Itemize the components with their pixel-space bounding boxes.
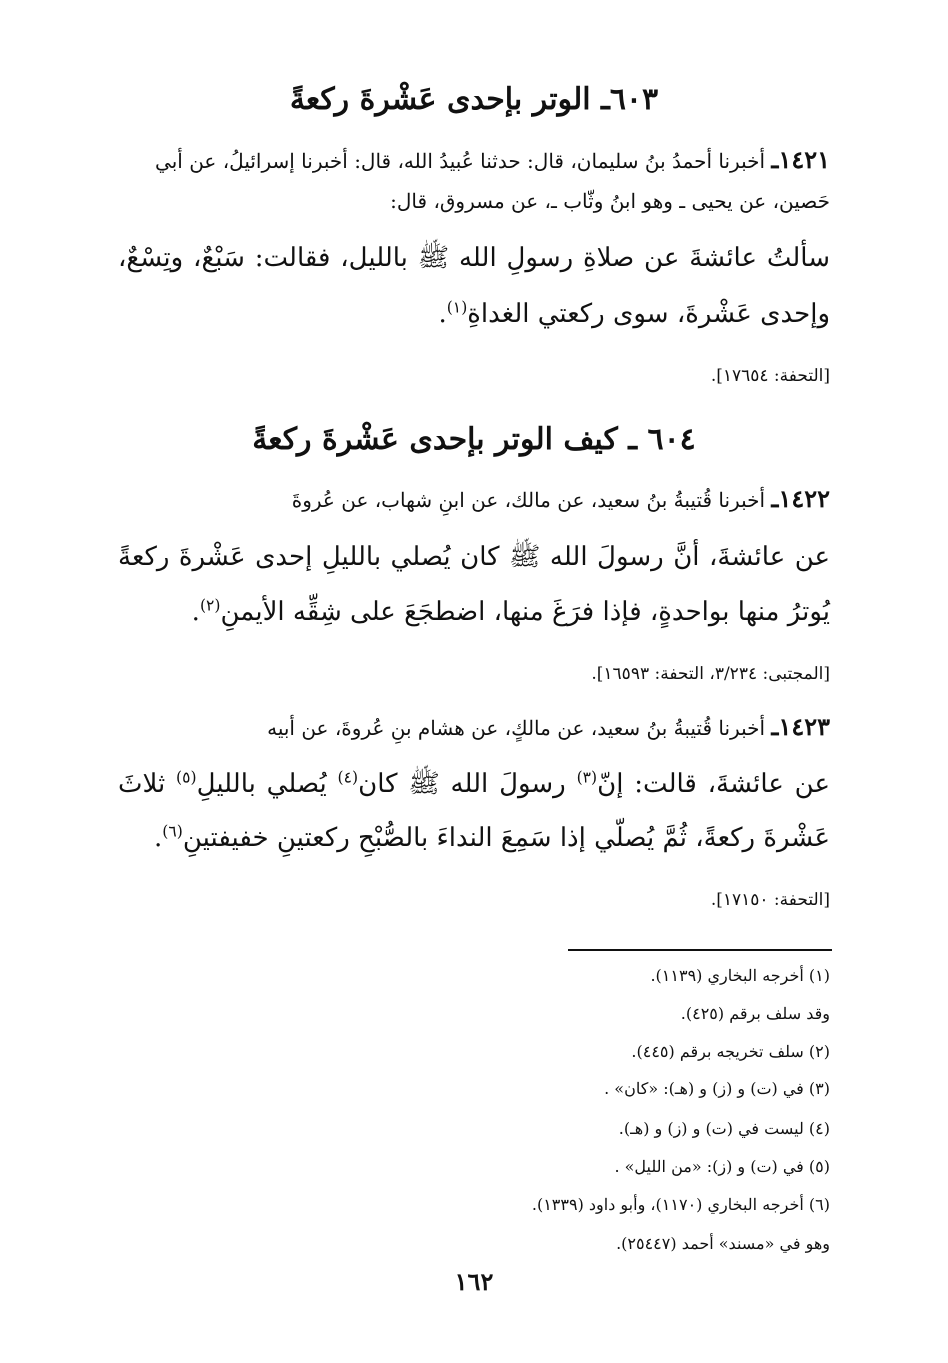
footnote-mark-3: (٣) (576, 768, 598, 787)
hadith-1423-number: ١٤٢٣ـ (771, 712, 830, 741)
hadith-1423-matn-part-d: ثلاثَ (118, 769, 177, 799)
footnote-6-continued: وهو في «مسند» أحمد (٢٥٤٤٧). (616, 1234, 830, 1253)
hadith-1421-reference: [التحفة: ١٧٦٥٤]. (710, 366, 830, 386)
page-number: ١٦٢ (454, 1267, 494, 1296)
footnote-3: (٣) في (ت) و (ز) و (هـ): «كان» . (604, 1079, 830, 1098)
hadith-1422-isnad-line1 (120, 484, 830, 515)
hadith-1423-matn-part-c: يُصلي بالليلِ (196, 769, 338, 799)
footnote-4: (٤) ليست في (ت) و (ز) و (هـ). (618, 1119, 830, 1138)
hadith-1423-matn-part-a: عن عائشةَ، قالت: إنّ (597, 769, 830, 799)
hadith-1421-isnad-line2: حَصين، عن يحيى ـ وهو ابنُ وثّاب ـ، عن مسروق، قال: (390, 189, 830, 213)
footnote-1: (١) أخرجه البخاري (١١٣٩). (650, 966, 830, 985)
hadith-1422-isnad-text1: أخبرنا قُتيبةُ بنُ سعيد، عن مالك، عن ابنِ شهاب، عن عُروةَ (291, 488, 766, 512)
hadith-1422-number: ١٤٢٢ـ (771, 484, 830, 513)
hadith-1421-number: ١٤٢١ـ (771, 145, 830, 174)
hadith-1423-matn-text2: عَشْرةَ ركعةً، ثُمَّ يُصلّي إذا سَمِعَ النداءَ بالصُّبْحِ ركعتينِ خفيفتينِ (182, 823, 830, 853)
hadith-1421-matn-text2: وإحدى عَشْرةَ، سوى ركعتي الغداةِ (467, 299, 830, 329)
chapter-603-heading: ٦٠٣ـ الوتر بإحدى عَشْرةَ ركعةً (289, 82, 659, 117)
hadith-1422-reference: [المجتبى: ٣/٢٣٤، التحفة: ١٦٥٩٣]. (591, 664, 830, 684)
hadith-1422-end: . (191, 597, 200, 627)
hadith-1423-isnad-text1: أخبرنا قُتيبةُ بنُ سعيد، عن مالكٍ، عن هشام بنِ عُروةَ، عن أبيه (267, 716, 766, 740)
hadith-1423-reference: [التحفة: ١٧١٥٠]. (710, 890, 830, 910)
hadith-1421-matn-line2 (118, 294, 830, 334)
hadith-1423-matn-line2 (118, 818, 830, 858)
hadith-1421-end: . (438, 299, 447, 329)
hadith-1422-matn-text2: يُوترُ منها بواحدةٍ، فإذا فرَغَ منها، اضطجَعَ على شِقِّه الأيمنِ (220, 597, 830, 627)
hadith-1423-matn-line1 (118, 764, 830, 804)
hadith-1423-isnad-line1 (120, 712, 830, 743)
hadith-1421-isnad-text1: أخبرنا أحمدُ بنُ سليمان، قال: حدثنا عُبيدُ الله، قال: أخبرنا إسرائيلُ، عن أبي (155, 149, 766, 173)
chapter-604-heading: ٦٠٤ ـ كيف الوتر بإحدى عَشْرةَ ركعةً (252, 422, 696, 457)
footnote-6: (٦) أخرجه البخاري (١١٧٠)، وأبو داود (١٣٣٩). (531, 1195, 830, 1214)
footnote-mark-1: (١) (446, 298, 468, 317)
hadith-1421-isnad-line1 (120, 145, 830, 176)
footnote-mark-4: (٤) (337, 768, 359, 787)
footnote-mark-5: (٥) (176, 768, 197, 787)
footnote-mark-2: (٢) (199, 596, 221, 615)
hadith-1422-matn-line2 (118, 592, 830, 632)
footnote-mark-6: (٦) (162, 822, 183, 841)
footnote-1-continued: وقد سلف برقم (٤٢٥). (680, 1004, 830, 1023)
footnote-5: (٥) في (ت) و (ز): «من الليل» . (614, 1157, 830, 1176)
hadith-1422-matn-line1: عن عائشةَ، أنَّ رسولَ الله ﷺ كان يُصلي بالليلِ إحدى عَشْرةَ ركعةً (118, 542, 830, 572)
footnote-2: (٢) سلف تخريجه برقم (٤٤٥). (631, 1042, 830, 1061)
hadith-1423-end: . (154, 823, 163, 853)
hadith-1423-matn-part-b: رسولَ الله ﷺ كان (358, 769, 577, 799)
hadith-1421-matn-line1: سألتُ عائشةَ عن صلاةِ رسولِ الله ﷺ بالليل، فقالت: سَبْعٌ، وتِسْعٌ، (118, 243, 830, 273)
footnote-divider (568, 949, 832, 951)
